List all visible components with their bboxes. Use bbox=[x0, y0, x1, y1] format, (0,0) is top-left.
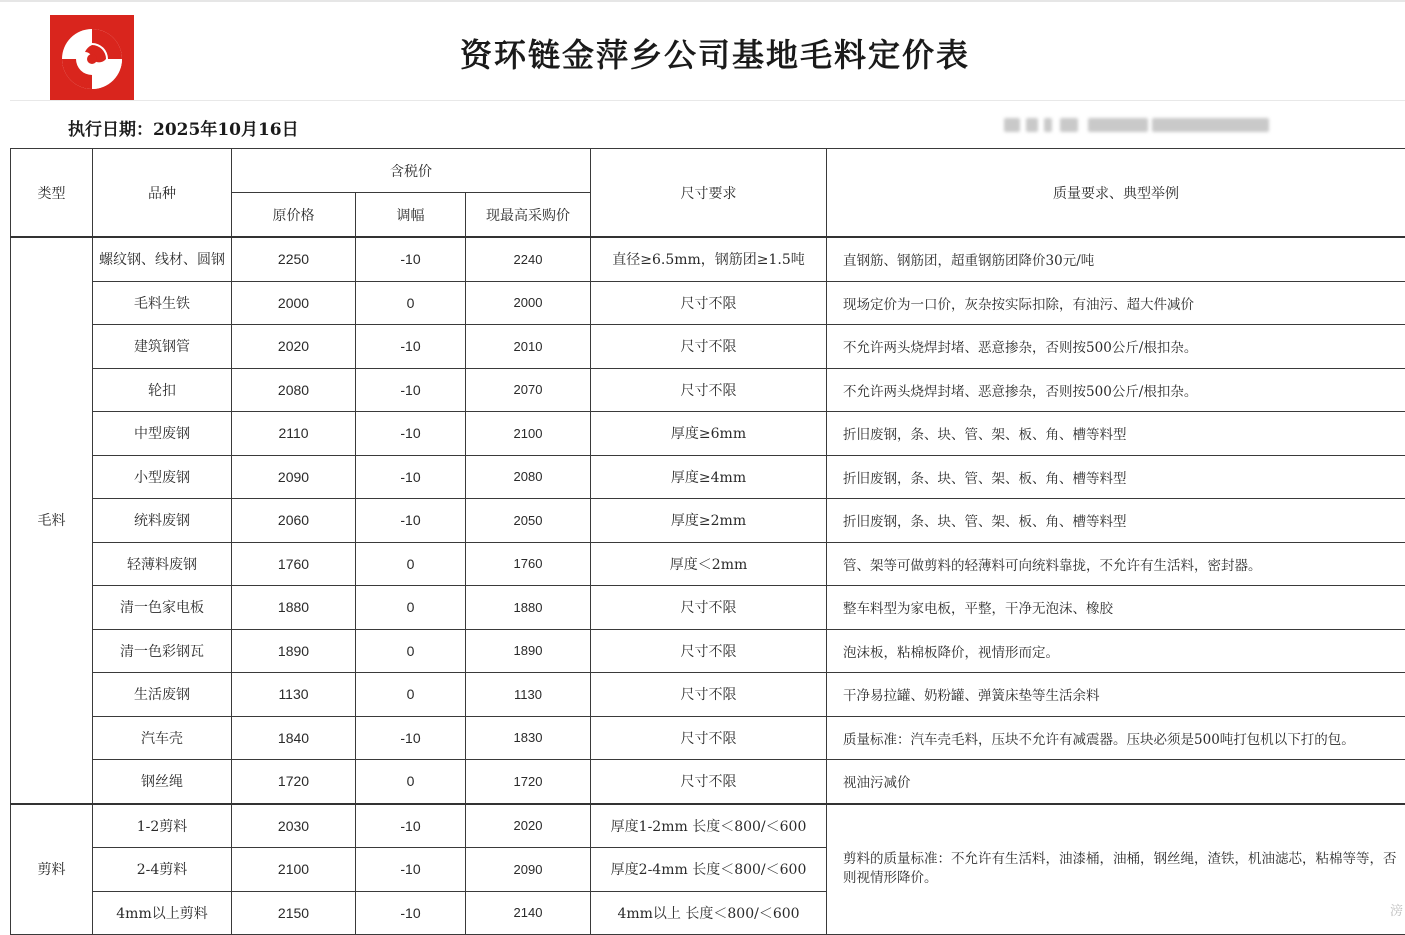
table-row bbox=[11, 237, 1405, 281]
adjustment-cell: -10 bbox=[356, 716, 466, 760]
adjustment-cell: -10 bbox=[356, 455, 466, 499]
table-row bbox=[11, 412, 1405, 456]
variety-cell: 2-4剪料 bbox=[93, 848, 232, 892]
size-requirement-cell: 尺寸不限 bbox=[591, 325, 827, 369]
quality-requirement-cell: 不允许两头烧焊封堵、恶意掺杂，否则按500公斤/根扣杂。 bbox=[827, 368, 1405, 412]
current-price-cell: 1130 bbox=[466, 673, 591, 717]
table-row bbox=[11, 368, 1405, 412]
variety-cell: 1-2剪料 bbox=[93, 804, 232, 848]
quality-requirement-cell: 泡沫板，粘棉板降价，视情形而定。 bbox=[827, 629, 1405, 673]
col-header-quality-requirement: 质量要求、典型举例 bbox=[827, 149, 1405, 238]
original-price-cell: 2090 bbox=[232, 455, 356, 499]
current-price-cell: 2070 bbox=[466, 368, 591, 412]
col-header-variety: 品种 bbox=[93, 149, 232, 238]
col-header-size-requirement: 尺寸要求 bbox=[591, 149, 827, 238]
table-row bbox=[11, 455, 1405, 499]
table-row bbox=[11, 673, 1405, 717]
quality-requirement-cell: 不允许两头烧焊封堵、恶意掺杂，否则按500公斤/根扣杂。 bbox=[827, 325, 1405, 369]
original-price-cell: 1130 bbox=[232, 673, 356, 717]
col-header-tax-price: 含税价 bbox=[232, 149, 591, 193]
size-requirement-cell: 尺寸不限 bbox=[591, 716, 827, 760]
table-row bbox=[11, 499, 1405, 543]
quality-requirement-cell: 视油污减价 bbox=[827, 760, 1405, 804]
table-row bbox=[11, 804, 1405, 848]
current-price-cell: 1890 bbox=[466, 629, 591, 673]
original-price-cell: 2080 bbox=[232, 368, 356, 412]
size-requirement-cell: 厚度≥6mm bbox=[591, 412, 827, 456]
variety-cell: 轮扣 bbox=[93, 368, 232, 412]
table-row bbox=[11, 325, 1405, 369]
quality-requirement-cell: 折旧废钢，条、块、管、架、板、角、槽等料型 bbox=[827, 455, 1405, 499]
size-requirement-cell: 直径≥6.5mm，钢筋团≥1.5吨 bbox=[591, 237, 827, 281]
size-requirement-cell: 尺寸不限 bbox=[591, 629, 827, 673]
variety-cell: 汽车壳 bbox=[93, 716, 232, 760]
col-header-adjustment: 调幅 bbox=[356, 193, 466, 238]
current-price-cell: 2000 bbox=[466, 281, 591, 325]
col-header-type: 类型 bbox=[11, 149, 93, 238]
variety-cell: 建筑钢管 bbox=[93, 325, 232, 369]
original-price-cell: 1880 bbox=[232, 586, 356, 630]
corner-watermark: 滂 bbox=[1390, 900, 1403, 919]
current-price-cell: 2020 bbox=[466, 804, 591, 848]
size-requirement-cell: 厚度≥2mm bbox=[591, 499, 827, 543]
quality-requirement-cell: 直钢筋、钢筋团，超重钢筋团降价30元/吨 bbox=[827, 237, 1405, 281]
current-price-cell: 2010 bbox=[466, 325, 591, 369]
current-price-cell: 2050 bbox=[466, 499, 591, 543]
category-raw-material: 毛料 bbox=[11, 237, 93, 804]
category-cut-material: 剪料 bbox=[11, 804, 93, 935]
adjustment-cell: 0 bbox=[356, 629, 466, 673]
variety-cell: 生活废钢 bbox=[93, 673, 232, 717]
adjustment-cell: 0 bbox=[356, 673, 466, 717]
table-row bbox=[11, 629, 1405, 673]
cut-quality-requirement-cell: 剪料的质量标准：不允许有生活料，油漆桶，油桶，钢丝绳，渣铁，机油滤芯，粘棉等等，否则视情形降价。 bbox=[827, 804, 1405, 935]
adjustment-cell: 0 bbox=[356, 760, 466, 804]
current-price-cell: 1880 bbox=[466, 586, 591, 630]
current-price-cell: 1830 bbox=[466, 716, 591, 760]
original-price-cell: 2110 bbox=[232, 412, 356, 456]
redacted-contact-info bbox=[1004, 116, 1269, 134]
adjustment-cell: -10 bbox=[356, 237, 466, 281]
table-row bbox=[11, 760, 1405, 804]
current-price-cell: 1760 bbox=[466, 542, 591, 586]
current-price-cell: 2080 bbox=[466, 455, 591, 499]
quality-requirement-cell: 折旧废钢，条、块、管、架、板、角、槽等料型 bbox=[827, 412, 1405, 456]
quality-requirement-cell: 折旧废钢，条、块、管、架、板、角、槽等料型 bbox=[827, 499, 1405, 543]
quality-requirement-cell: 整车料型为家电板，平整，干净无泡沫、橡胶 bbox=[827, 586, 1405, 630]
original-price-cell: 2030 bbox=[232, 804, 356, 848]
price-table bbox=[10, 148, 1405, 935]
variety-cell: 中型废钢 bbox=[93, 412, 232, 456]
current-price-cell: 2140 bbox=[466, 891, 591, 935]
variety-cell: 轻薄料废钢 bbox=[93, 542, 232, 586]
size-requirement-cell: 尺寸不限 bbox=[591, 760, 827, 804]
original-price-cell: 2020 bbox=[232, 325, 356, 369]
variety-cell: 清一色彩钢瓦 bbox=[93, 629, 232, 673]
original-price-cell: 2060 bbox=[232, 499, 356, 543]
col-header-original-price: 原价格 bbox=[232, 193, 356, 238]
quality-requirement-cell: 质量标准：汽车壳毛料，压块不允许有减震器。压块必须是500吨打包机以下打的包。 bbox=[827, 716, 1405, 760]
original-price-cell: 2150 bbox=[232, 891, 356, 935]
original-price-cell: 1760 bbox=[232, 542, 356, 586]
adjustment-cell: -10 bbox=[356, 499, 466, 543]
size-requirement-cell: 厚度2-4mm 长度＜800/＜600 bbox=[591, 848, 827, 892]
variety-cell: 清一色家电板 bbox=[93, 586, 232, 630]
quality-requirement-cell: 管、架等可做剪料的轻薄料可向统料靠拢，不允许有生活料，密封器。 bbox=[827, 542, 1405, 586]
current-price-cell: 1720 bbox=[466, 760, 591, 804]
current-price-cell: 2090 bbox=[466, 848, 591, 892]
adjustment-cell: -10 bbox=[356, 412, 466, 456]
top-border bbox=[0, 0, 1405, 2]
size-requirement-cell: 4mm以上 长度＜800/＜600 bbox=[591, 891, 827, 935]
variety-cell: 毛料生铁 bbox=[93, 281, 232, 325]
adjustment-cell: -10 bbox=[356, 325, 466, 369]
quality-requirement-cell: 现场定价为一口价，灰杂按实际扣除，有油污、超大件减价 bbox=[827, 281, 1405, 325]
variety-cell: 4mm以上剪料 bbox=[93, 891, 232, 935]
original-price-cell: 2250 bbox=[232, 237, 356, 281]
table-row bbox=[11, 716, 1405, 760]
variety-cell: 螺纹钢、线材、圆钢 bbox=[93, 237, 232, 281]
size-requirement-cell: 尺寸不限 bbox=[591, 368, 827, 412]
size-requirement-cell: 厚度1-2mm 长度＜800/＜600 bbox=[591, 804, 827, 848]
size-requirement-cell: 厚度≥4mm bbox=[591, 455, 827, 499]
adjustment-cell: 0 bbox=[356, 586, 466, 630]
adjustment-cell: -10 bbox=[356, 804, 466, 848]
size-requirement-cell: 尺寸不限 bbox=[591, 673, 827, 717]
original-price-cell: 2000 bbox=[232, 281, 356, 325]
size-requirement-cell: 尺寸不限 bbox=[591, 281, 827, 325]
table-row bbox=[11, 542, 1405, 586]
original-price-cell: 1890 bbox=[232, 629, 356, 673]
variety-cell: 小型废钢 bbox=[93, 455, 232, 499]
quality-requirement-cell: 干净易拉罐、奶粉罐、弹簧床垫等生活余料 bbox=[827, 673, 1405, 717]
original-price-cell: 1720 bbox=[232, 760, 356, 804]
execution-date: 执行日期：2025年10月16日 bbox=[68, 115, 299, 140]
variety-cell: 钢丝绳 bbox=[93, 760, 232, 804]
variety-cell: 统料废钢 bbox=[93, 499, 232, 543]
header-divider bbox=[10, 100, 1405, 101]
adjustment-cell: 0 bbox=[356, 281, 466, 325]
current-price-cell: 2100 bbox=[466, 412, 591, 456]
company-logo bbox=[50, 15, 134, 101]
size-requirement-cell: 尺寸不限 bbox=[591, 586, 827, 630]
adjustment-cell: -10 bbox=[356, 891, 466, 935]
adjustment-cell: -10 bbox=[356, 848, 466, 892]
original-price-cell: 2100 bbox=[232, 848, 356, 892]
table-row bbox=[11, 281, 1405, 325]
header-row-1 bbox=[11, 149, 1405, 193]
original-price-cell: 1840 bbox=[232, 716, 356, 760]
adjustment-cell: 0 bbox=[356, 542, 466, 586]
table-row bbox=[11, 586, 1405, 630]
adjustment-cell: -10 bbox=[356, 368, 466, 412]
size-requirement-cell: 厚度＜2mm bbox=[591, 542, 827, 586]
current-price-cell: 2240 bbox=[466, 237, 591, 281]
document-title: 资环链金萍乡公司基地毛料定价表 bbox=[380, 30, 1050, 76]
col-header-current-max-price: 现最高采购价 bbox=[466, 193, 591, 238]
